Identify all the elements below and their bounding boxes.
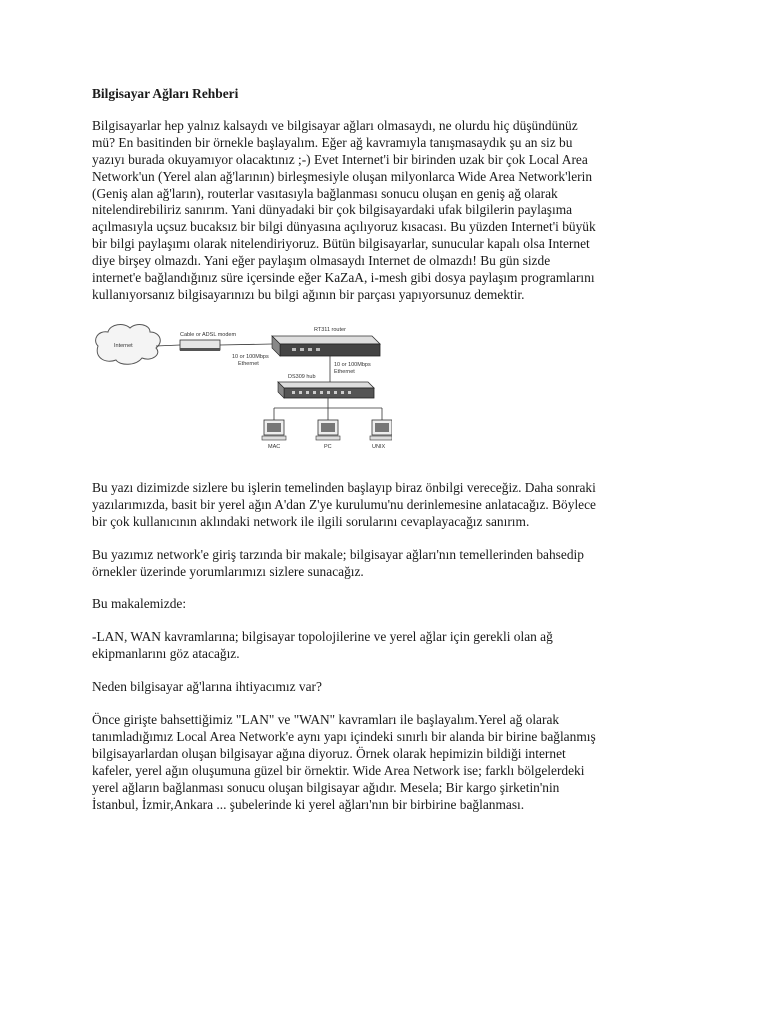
network-diagram-svg [92,320,392,460]
document-page [92,86,682,829]
intro-paragraph: Bilgisayarlar hep yalnız kalsaydı ve bilgisayar ağları olmasaydı, ne olurdu hiç düşündünüz mü? En basitinden bir örnekle başlayalım. Eğer ağ kavramıyla tanışmasaydık şu an siz bu yazıyı burada okuyamıyor olacaktınız ;-) Evet Internet'i bir birinden uzak bir çok Local Area Network'un (Yerel alan ağ'larının) birleşmesiyle oluşan milyonlarca Wide Area Network'lerin (Geniş alan ağ'ların), routerlar vasıtasıyla bağlanması sonucu oluşan en geniş ağ olarak nitelendirebiliriz sanırım. Yani dünyadaki bir çok bilgisayardaki ufak bilgilerin paylaşıma açılmasıyla uçsuz bucaksız bir bilgi dünyasına açılıyoruz kısacası. Bu yüzden Internet'i büyük bir bilgi paylaşımı olarak nitelendiriyoruz. Bütün bilgisayarlar, sunucular kapalı olsa Internet diye birşey olmazdı. Yani eğer paylaşım olmasaydı Internet de olmazdı! Bu gün sizde internet'e bağlandığınız süre içersinde eğer KaZaA, i-mesh gibi dosya paylaşım programlarını kullanıyorsanız bilgisayarınızı bu bilgi ağının bir parçası yapıyorsunuz demektir. [92,117,596,302]
computer-pc-icon [316,420,340,450]
cloud-modem-link [156,345,180,346]
computer-mac-icon [262,420,286,450]
computer-unix-icon [370,420,392,450]
router-label: RT311 router [314,326,346,333]
hub-label: DS309 hub [288,373,316,380]
hub-icon [278,374,374,398]
router-icon [272,327,380,356]
link1-label-line1: 10 or 100Mbps [232,353,269,360]
internet-cloud-icon [96,324,161,364]
link1-label-line2: Ethernet [238,360,259,367]
article-scope-item: -LAN, WAN kavramlarına; bilgisayar topolojilerine ve yerel ağlar için gerekli olan ağ ekipmanlarını göz atacağız. [92,629,553,662]
series-intro-paragraph: Bu yazı dizimizde sizlere bu işlerin temelinden başlayıp biraz önbilgi vereceğiz. Daha sonraki yazılarımızda, basit bir yerel ağın A'dan Z'ye kurulumu'nu derinlemesine anlatacağız. Böylece bir çok kullanıcının aklındaki network ile ilgili sorularını cevaplayacağız sanırım. [92,479,596,529]
network-diagram [92,320,392,460]
pc3-label: UNIX [372,443,386,450]
link2-label-line2: Ethernet [334,368,355,375]
cloud-label: Internet [114,342,133,349]
link2-label-line1: 10 or 100Mbps [334,361,371,368]
article-intro-paragraph: Bu yazımız network'e giriş tarzında bir makale; bilgisayar ağları'nın temellerinden bahsedip örnekler üzerinde yorumlarımızı sizlere sunacağız. [92,546,584,579]
pc2-label: PC [324,443,332,450]
article-scope-heading: Bu makalemizde: [92,596,187,612]
modem-label: Cable or ADSL modem [180,331,237,338]
document-title: Bilgisayar Ağları Rehberi [92,86,239,101]
modem-router-link [220,344,272,345]
pc1-label: MAC [268,443,281,450]
lan-wan-paragraph: Önce girişte bahsettiğimiz "LAN" ve "WAN" kavramları ile başlayalım.Yerel ağ olarak tanımladığımız Local Area Network'e aynı yapı içindeki sınırlı bir alanda bir birine bağlanmış bilgisayarlardan oluşan bilgisayar ağına diyoruz. Örnek olarak hepimizin bildiği internet kafeler, yerel ağın oluşumuna güzel bir örnektir. Wide Area Network ise; farklı bölgelerdeki yerel ağların bağlanması sonucu oluşan bilgisayar ağıdır. Mesela; Bir kargo şirketin'nin İstanbul, İzmir,Ankara ... şubelerinde ki yerel ağları'nın bir birbirine bağlanması. [92,712,596,812]
section-question: Neden bilgisayar ağ'larına ihtiyacımız var? [92,679,322,695]
modem-icon [180,332,236,351]
